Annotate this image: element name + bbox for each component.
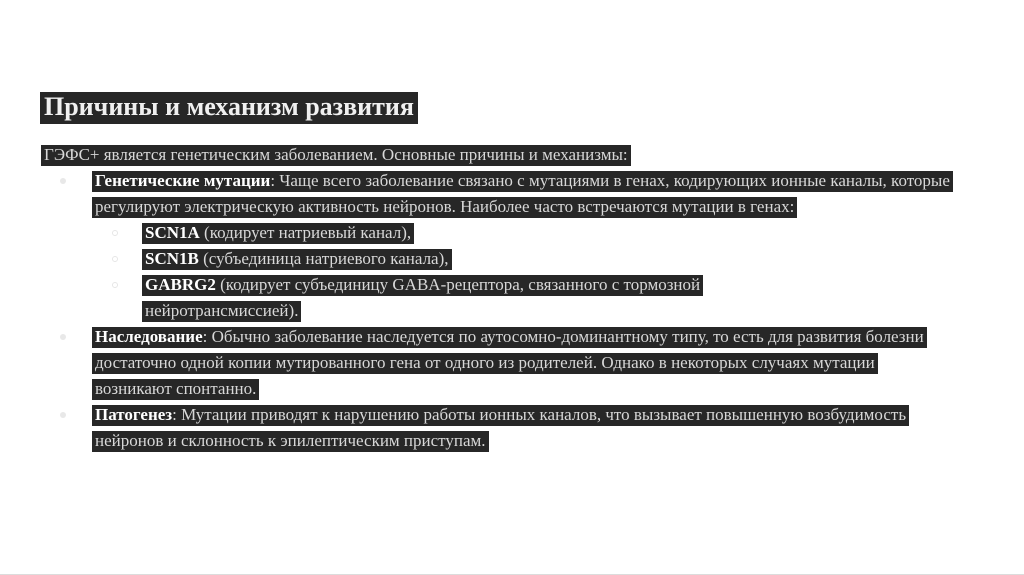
sub-bullet-gabrg2	[142, 272, 842, 324]
circle-bullet-icon	[112, 230, 118, 236]
bullet-inheritance	[92, 324, 952, 402]
sub-bullet-scn1a	[142, 220, 842, 246]
gene-name: SCN1A	[145, 223, 200, 242]
intro-paragraph	[41, 142, 631, 168]
bullet-body: : Обычно заболевание наследуется по аутосомно-доминантному типу, то есть для развития болезни достаточно одной копии мутированного гена от одного из родителей. Однако в некоторых случаях мутации возникают спонтанно.	[95, 327, 924, 398]
bullet-genetic-mutations	[92, 168, 952, 324]
gene-description: (кодирует субъединицу GABA-рецептора, связанного с тормозной нейротрансмиссией).	[145, 275, 701, 320]
intro-text: ГЭФС+ является генетическим заболеванием. Основные причины и механизмы:	[41, 145, 631, 166]
bullet-text	[92, 327, 927, 400]
gene-description: (субъединица натриевого канала),	[198, 249, 449, 268]
slide-title-text: Причины и механизм развития	[40, 92, 418, 124]
sub-bullet-text	[142, 249, 452, 270]
bullet-term: Патогенез	[95, 405, 173, 424]
sub-bullet-text	[142, 275, 703, 322]
circle-bullet-icon	[112, 282, 118, 288]
bullet-term: Наследование	[95, 327, 203, 346]
sub-bullet-list	[92, 220, 952, 324]
bullet-term: Генетические мутации	[95, 171, 271, 190]
bullet-body: : Чаще всего заболевание связано с мутациями в генах, кодирующих ионные каналы, которые регулируют электрическую активность нейронов. Наиболее часто встречаются мутации в генах:	[95, 171, 950, 216]
circle-bullet-icon	[112, 256, 118, 262]
gene-name: GABRG2	[145, 275, 216, 294]
bullet-dot-icon	[60, 334, 66, 340]
sub-bullet-text	[142, 223, 414, 244]
sub-bullet-scn1b	[142, 246, 842, 272]
bullet-pathogenesis	[92, 402, 952, 454]
bullet-text	[92, 171, 953, 218]
bullet-dot-icon	[60, 178, 66, 184]
gene-name: SCN1B	[145, 249, 199, 268]
gene-description: (кодирует натриевый канал),	[199, 223, 412, 242]
bullet-text	[92, 405, 909, 452]
bullet-dot-icon	[60, 412, 66, 418]
bullet-list	[0, 168, 1024, 454]
slide-title	[40, 91, 418, 123]
bullet-body: : Мутации приводят к нарушению работы ионных каналов, что вызывает повышенную возбудимость нейронов и склонность к эпилептическим приступам.	[95, 405, 907, 450]
